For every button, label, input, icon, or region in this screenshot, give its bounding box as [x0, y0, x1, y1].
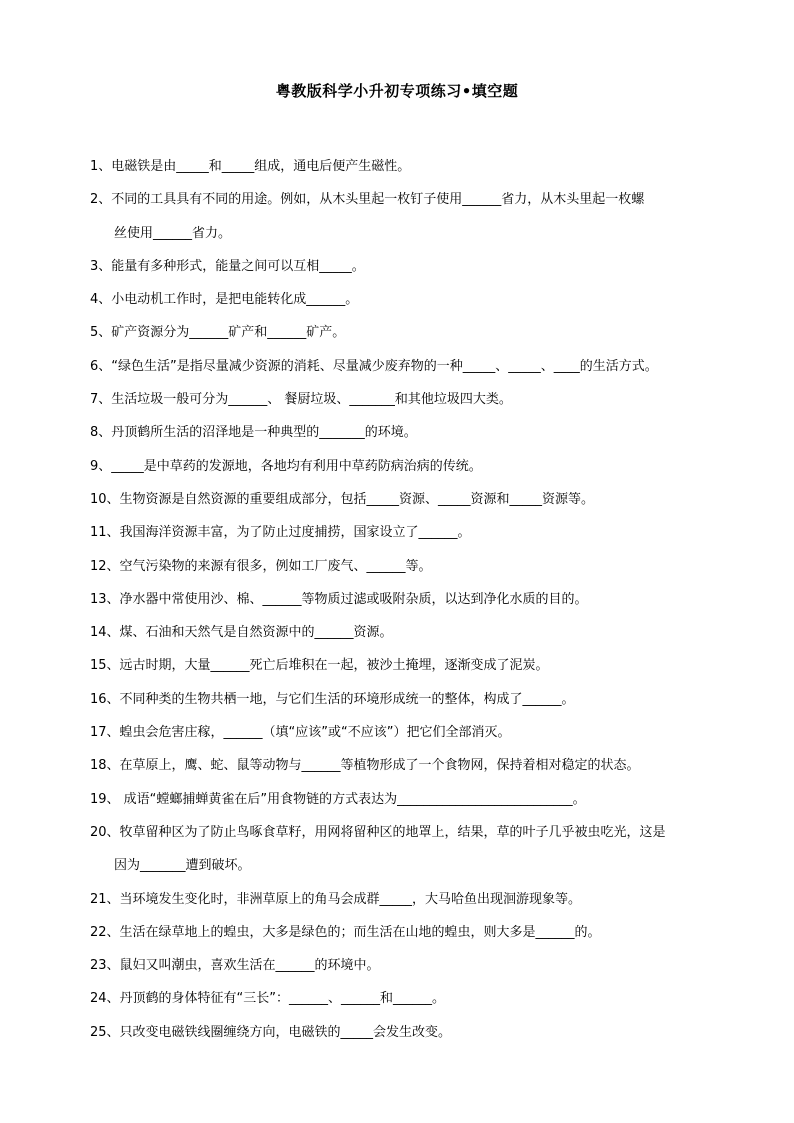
- question-9: 9、_____是中草药的发源地，各地均有利用中草药防病治病的传统。: [90, 458, 482, 474]
- question-23: 23、鼠妇又叫潮虫，喜欢生活在______的环境中。: [90, 958, 380, 974]
- page-title: 粤教版科学小升初专项练习•填空题: [275, 82, 519, 100]
- question-11: 11、我国海洋资源丰富，为了防止过度捕捞，国家设立了______。: [90, 525, 471, 541]
- question-19: 19、 成语“螳螂捕蝉黄雀在后”用食物链的方式表达为___________________________。: [90, 791, 586, 807]
- question-13: 13、净水器中常使用沙、棉、______等物质过滤或吸附杂质，以达到净化水质的目的。: [90, 591, 588, 607]
- question-25: 25、只改变电磁铁线圈缠绕方向，电磁铁的_____会发生改变。: [90, 1024, 452, 1040]
- question-10: 10、生物资源是自然资源的重要组成部分，包括_____资源、_____资源和_____资源等。: [90, 491, 595, 507]
- question-20: 20、牧草留种区为了防止鸟啄食草籽，用网将留种区的地罩上，结果，草的叶子几乎被虫吃光，这是: [90, 824, 666, 840]
- question-list: [90, 150, 710, 1049]
- question-2-continuation: 丝使用______省力。: [114, 225, 232, 241]
- question-2: 2、不同的工具具有不同的用途。例如，从木头里起一枚钉子使用______省力，从木头里起一枚螺: [90, 192, 645, 208]
- question-12: 12、空气污染物的来源有很多，例如工厂废气、______等。: [90, 558, 432, 574]
- question-7: 7、生活垃圾一般可分为______、 餐厨垃圾、_______和其他垃圾四大类。: [90, 392, 512, 408]
- question-21: 21、当环境发生变化时，非洲草原上的角马会成群_____，大马哈鱼出现洄游现象等。: [90, 891, 582, 907]
- question-6: 6、“绿色生活”是指尽量减少资源的消耗、尽量减少废弃物的一种_____、_____、____的生活方式。: [90, 358, 658, 374]
- question-16: 16、不同种类的生物共栖一地，与它们生活的环境形成统一的整体，构成了______。: [90, 691, 575, 707]
- question-14: 14、煤、石油和天然气是自然资源中的______资源。: [90, 625, 393, 641]
- question-8: 8、丹顶鹤所生活的沼泽地是一种典型的_______的环境。: [90, 425, 417, 441]
- question-17: 17、蝗虫会危害庄稼，______（填“应该”或“不应该”）把它们全部消灭。: [90, 725, 511, 741]
- question-3: 3、能量有多种形式，能量之间可以互相_____。: [90, 258, 365, 274]
- question-4: 4、小电动机工作时，是把电能转化成______。: [90, 292, 359, 308]
- question-15: 15、远古时期，大量______死亡后堆积在一起，被沙土掩埋，逐渐变成了泥炭。: [90, 658, 549, 674]
- question-1: 1、电磁铁是由_____和_____组成，通电后便产生磁性。: [90, 159, 411, 174]
- question-24: 24、丹顶鹤的身体特征有“三长”：______、______和______。: [90, 991, 446, 1007]
- question-5: 5、矿产资源分为______矿产和______矿产。: [90, 325, 346, 341]
- question-20-continuation: 因为_______遭到破坏。: [114, 858, 251, 874]
- question-18: 18、在草原上，鹰、蛇、鼠等动物与______等植物形成了一个食物网，保持着相对稳定的状态。: [90, 758, 640, 774]
- question-22: 22、生活在绿草地上的蝗虫，大多是绿色的；而生活在山地的蝗虫，则大多是______的。: [90, 924, 601, 940]
